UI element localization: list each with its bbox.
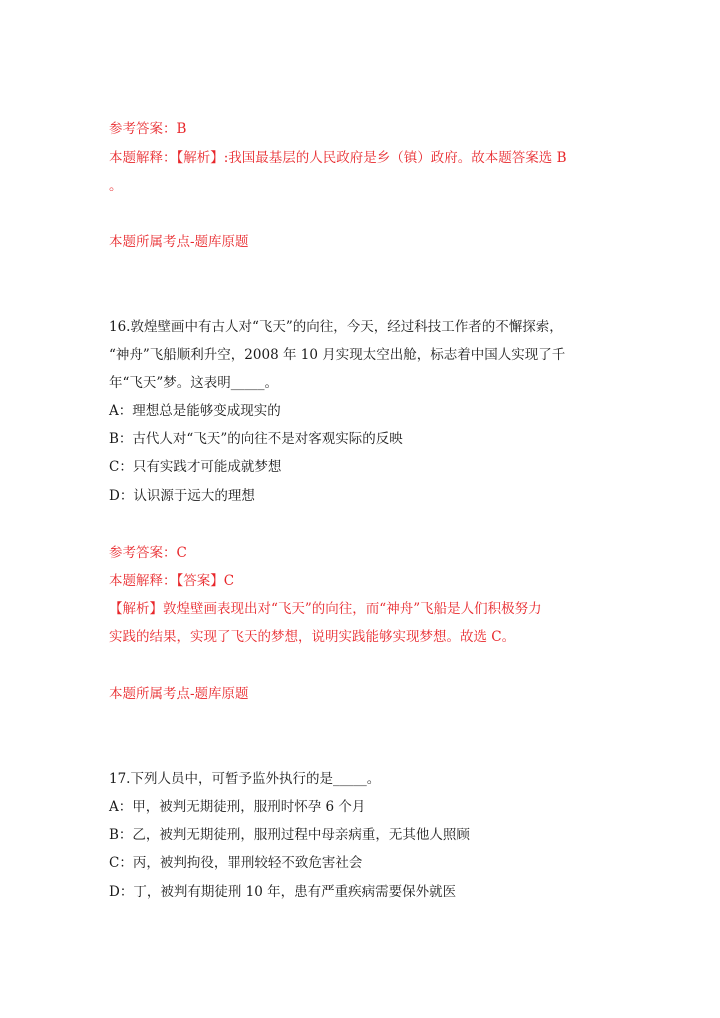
source-15: 本题所属考点-题库原题: [109, 234, 249, 250]
question-16-option-b: B：古代人对“飞天”的向往不是对客观实际的反映: [109, 431, 403, 447]
question-17-option-a: A：甲，被判无期徒刑，服刑时怀孕 6 个月: [109, 799, 366, 815]
question-16-option-c: C：只有实践才可能成就梦想: [109, 459, 282, 475]
question-16-option-a: A：理想总是能够变成现实的: [109, 403, 281, 419]
question-16-line1: 16.敦煌壁画中有古人对“飞天”的向往，今天，经过科技工作者的不懈探索，: [109, 319, 563, 335]
question-16-option-d: D：认识源于远大的理想: [109, 488, 255, 504]
answer-16: 参考答案：C: [109, 545, 187, 561]
explanation-16-line2: 【解析】敦煌壁画表现出对“飞天”的向往，而“神舟”飞船是人们积极努力: [109, 601, 542, 617]
explanation-15-line1: 本题解释：【解析】:我国最基层的人民政府是乡（镇）政府。故本题答案选 B: [109, 150, 567, 166]
explanation-15-line2: 。: [109, 178, 123, 194]
question-17-line1: 17.下列人员中，可暂予监外执行的是_____。: [109, 771, 381, 787]
answer-15: 参考答案：B: [109, 121, 187, 137]
question-17-option-c: C：丙，被判拘役，罪刑较轻不致危害社会: [109, 855, 363, 871]
question-16-line2: “神舟”飞船顺利升空，2008 年 10 月实现太空出舱，标志着中国人实现了千: [109, 347, 566, 363]
explanation-16-line1: 本题解释：【答案】C: [109, 573, 235, 589]
explanation-16-line3: 实践的结果，实现了飞天的梦想，说明实践能够实现梦想。故选 C。: [109, 629, 516, 645]
question-17-option-d: D：丁，被判有期徒刑 10 年，患有严重疾病需要保外就医: [109, 884, 457, 900]
question-17-option-b: B：乙，被判无期徒刑，服刑过程中母亲病重，无其他人照顾: [109, 827, 470, 843]
question-16-line3: 年“飞天”梦。这表明_____。: [109, 375, 279, 391]
source-16: 本题所属考点-题库原题: [109, 686, 249, 702]
